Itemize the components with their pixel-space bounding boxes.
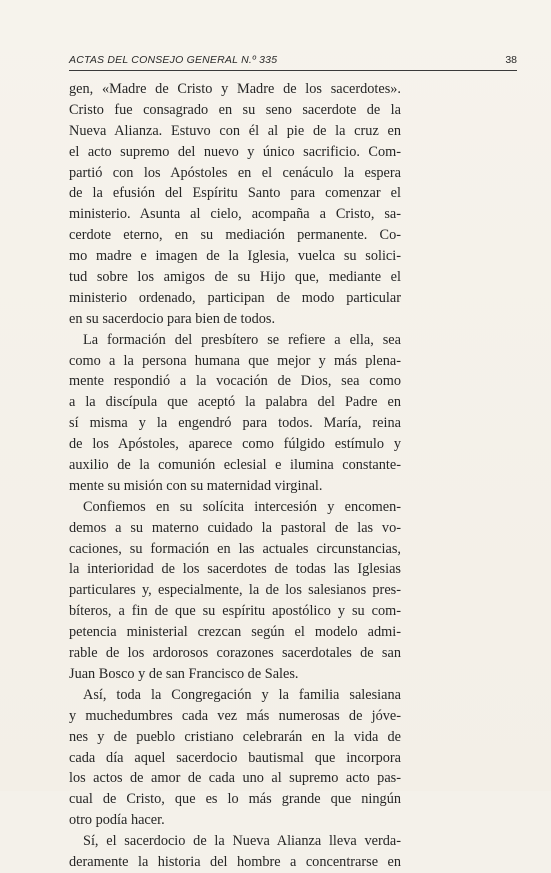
text-line: el acto supremo del nuevo y único sacrificio. Com- <box>69 143 401 160</box>
text-line: y muchedumbres cada vez más numerosas de jóve- <box>69 707 401 724</box>
text-line: auxilio de la comunión eclesial e ilumina constante- <box>69 457 401 474</box>
paragraph <box>69 79 401 330</box>
text-line: nes y de pueblo cristiano celebrarán en la vida de <box>69 728 401 745</box>
text-line: como a la persona humana que mejor y más plena- <box>69 352 401 369</box>
text-line: caciones, su formación en las actuales circunstancias, <box>69 540 401 557</box>
page-number: 38 <box>505 54 517 66</box>
text-line: sí misma y la engendró para todos. María, reina <box>69 415 401 432</box>
text-line: gen, «Madre de Cristo y Madre de los sacerdotes». <box>69 81 401 97</box>
text-line: mo madre e imagen de la Iglesia, vuelca su solici- <box>69 248 401 265</box>
text-line: a la discípula que aceptó la palabra del Padre en <box>69 394 401 411</box>
text-line: Así, toda la Congregación y la familia salesiana <box>83 686 401 703</box>
text-line: en su sacerdocio para bien de todos. <box>69 310 276 327</box>
text-line: Juan Bosco y de san Francisco de Sales. <box>69 665 299 682</box>
header-rule <box>69 70 517 71</box>
paragraph <box>69 831 401 873</box>
text-line: ministerio ordenado, participan de modo particular <box>69 289 401 306</box>
text-line: mente su misión con su maternidad virginal. <box>69 477 323 494</box>
text-line: La formación del presbítero se refiere a ella, sea <box>83 331 401 348</box>
text-line: de la efusión del Espíritu Santo para comenzar el <box>69 185 401 202</box>
text-line: cual de Cristo, que es lo más grande que ningún <box>69 791 401 808</box>
header-title: ACTAS DEL CONSEJO GENERAL N.º 335 <box>69 54 278 66</box>
text-line: petencia ministerial crezcan según el modelo admi- <box>69 624 401 641</box>
running-header <box>69 52 517 68</box>
text-line: bíteros, a fin de que su espíritu apostólico y su com- <box>69 603 401 620</box>
text-line: rable de los ardorosos corazones sacerdotales de san <box>69 645 401 662</box>
text-line: Sí, el sacerdocio de la Nueva Alianza lleva verda- <box>83 833 401 850</box>
text-line: cerdote eterno, en su mediación permanente. Co- <box>69 227 401 244</box>
text-line: de los Apóstoles, aparece como fúlgido estímulo y <box>69 436 401 453</box>
text-line: particulares y, especialmente, la de los salesianos pres- <box>69 582 401 599</box>
text-line: Cristo fue consagrado en su seno sacerdote de la <box>69 101 401 118</box>
text-line: otro podía hacer. <box>69 812 165 829</box>
body-text <box>69 79 401 873</box>
text-line: cada día aquel sacerdocio bautismal que incorpora <box>69 749 401 766</box>
text-line: demos a su materno cuidado la pastoral de las vo- <box>69 519 401 536</box>
text-line: Nueva Alianza. Estuvo con él al pie de la cruz en <box>69 122 401 139</box>
text-line: mente respondió a la vocación de Dios, sea como <box>69 373 401 390</box>
text-line: tud sobre los amigos de su Hijo que, mediante el <box>69 269 401 286</box>
text-line: la interioridad de los sacerdotes de todas las Iglesias <box>69 561 401 578</box>
text-line: partió con los Apóstoles en el cenáculo la espera <box>69 164 401 181</box>
text-line: ministerio. Asunta al cielo, acompaña a Cristo, sa- <box>69 206 401 223</box>
paragraph <box>69 497 401 685</box>
text-line: los actos de amor de cada uno al supremo acto pas- <box>69 770 401 787</box>
text-line: deramente la historia del hombre a concentrarse en <box>69 853 401 870</box>
paragraph <box>69 330 401 497</box>
paragraph <box>69 685 401 831</box>
text-line: Confiemos en su solícita intercesión y encomen- <box>83 498 401 515</box>
